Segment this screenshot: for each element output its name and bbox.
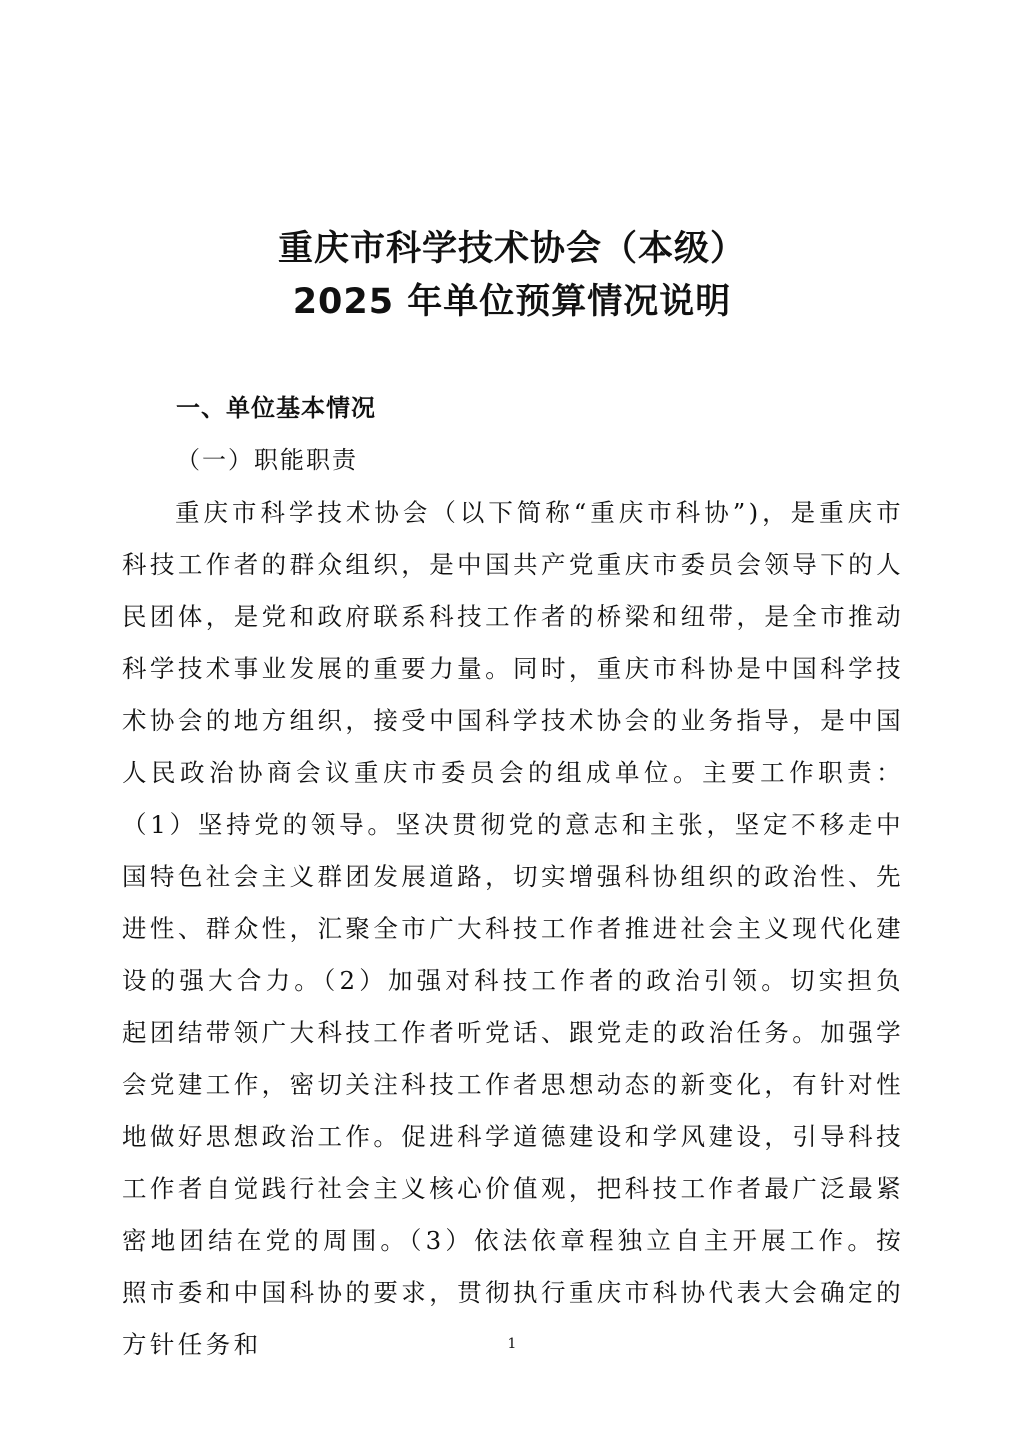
page-number: 1 xyxy=(507,1336,517,1352)
body-paragraph: 重庆市科学技术协会（以下简称“重庆市科协”)，是重庆市科技工作者的群众组织，是中国共产党重庆市委员会领导下的人民团体，是党和政府联系科技工作者的桥梁和纽带，是全市推动科学技术事业发展的重要力量。同时，重庆市科协是中国科学技术协会的地方组织，接受中国科学技术协会的业务指导，是中国人民政治协商会议重庆市委员会的组成单位。主要工作职责：（1）坚持党的领导。坚决贯彻党的意志和主张，坚定不移走中国特色社会主义群团发展道路，切实增强科协组织的政治性、先进性、群众性，汇聚全市广大科技工作者推进社会主义现代化建设的强大合力。（2）加强对科技工作者的政治引领。切实担负起团结带领广大科技工作者听党话、跟党走的政治任务。加强学会党建工作，密切关注科技工作者思想动态的新变化，有针对性地做好思想政治工作。促进科学道德建设和学风建设，引导科技工作者自觉践行社会主义核心价值观，把科技工作者最广泛最紧密地团结在党的周围。（3）依法依章程独立自主开展工作。按照市委和中国科协的要求，贯彻执行重庆市科协代表大会确定的方针任务和 xyxy=(122,498,904,1359)
subsection-heading: （一）职能职责 xyxy=(176,446,358,474)
document-title-line-1: 重庆市科学技术协会（本级） xyxy=(277,229,746,269)
document-title-line-2: 2025 年单位预算情况说明 xyxy=(292,282,732,322)
section-heading: 一、单位基本情况 xyxy=(176,394,376,422)
